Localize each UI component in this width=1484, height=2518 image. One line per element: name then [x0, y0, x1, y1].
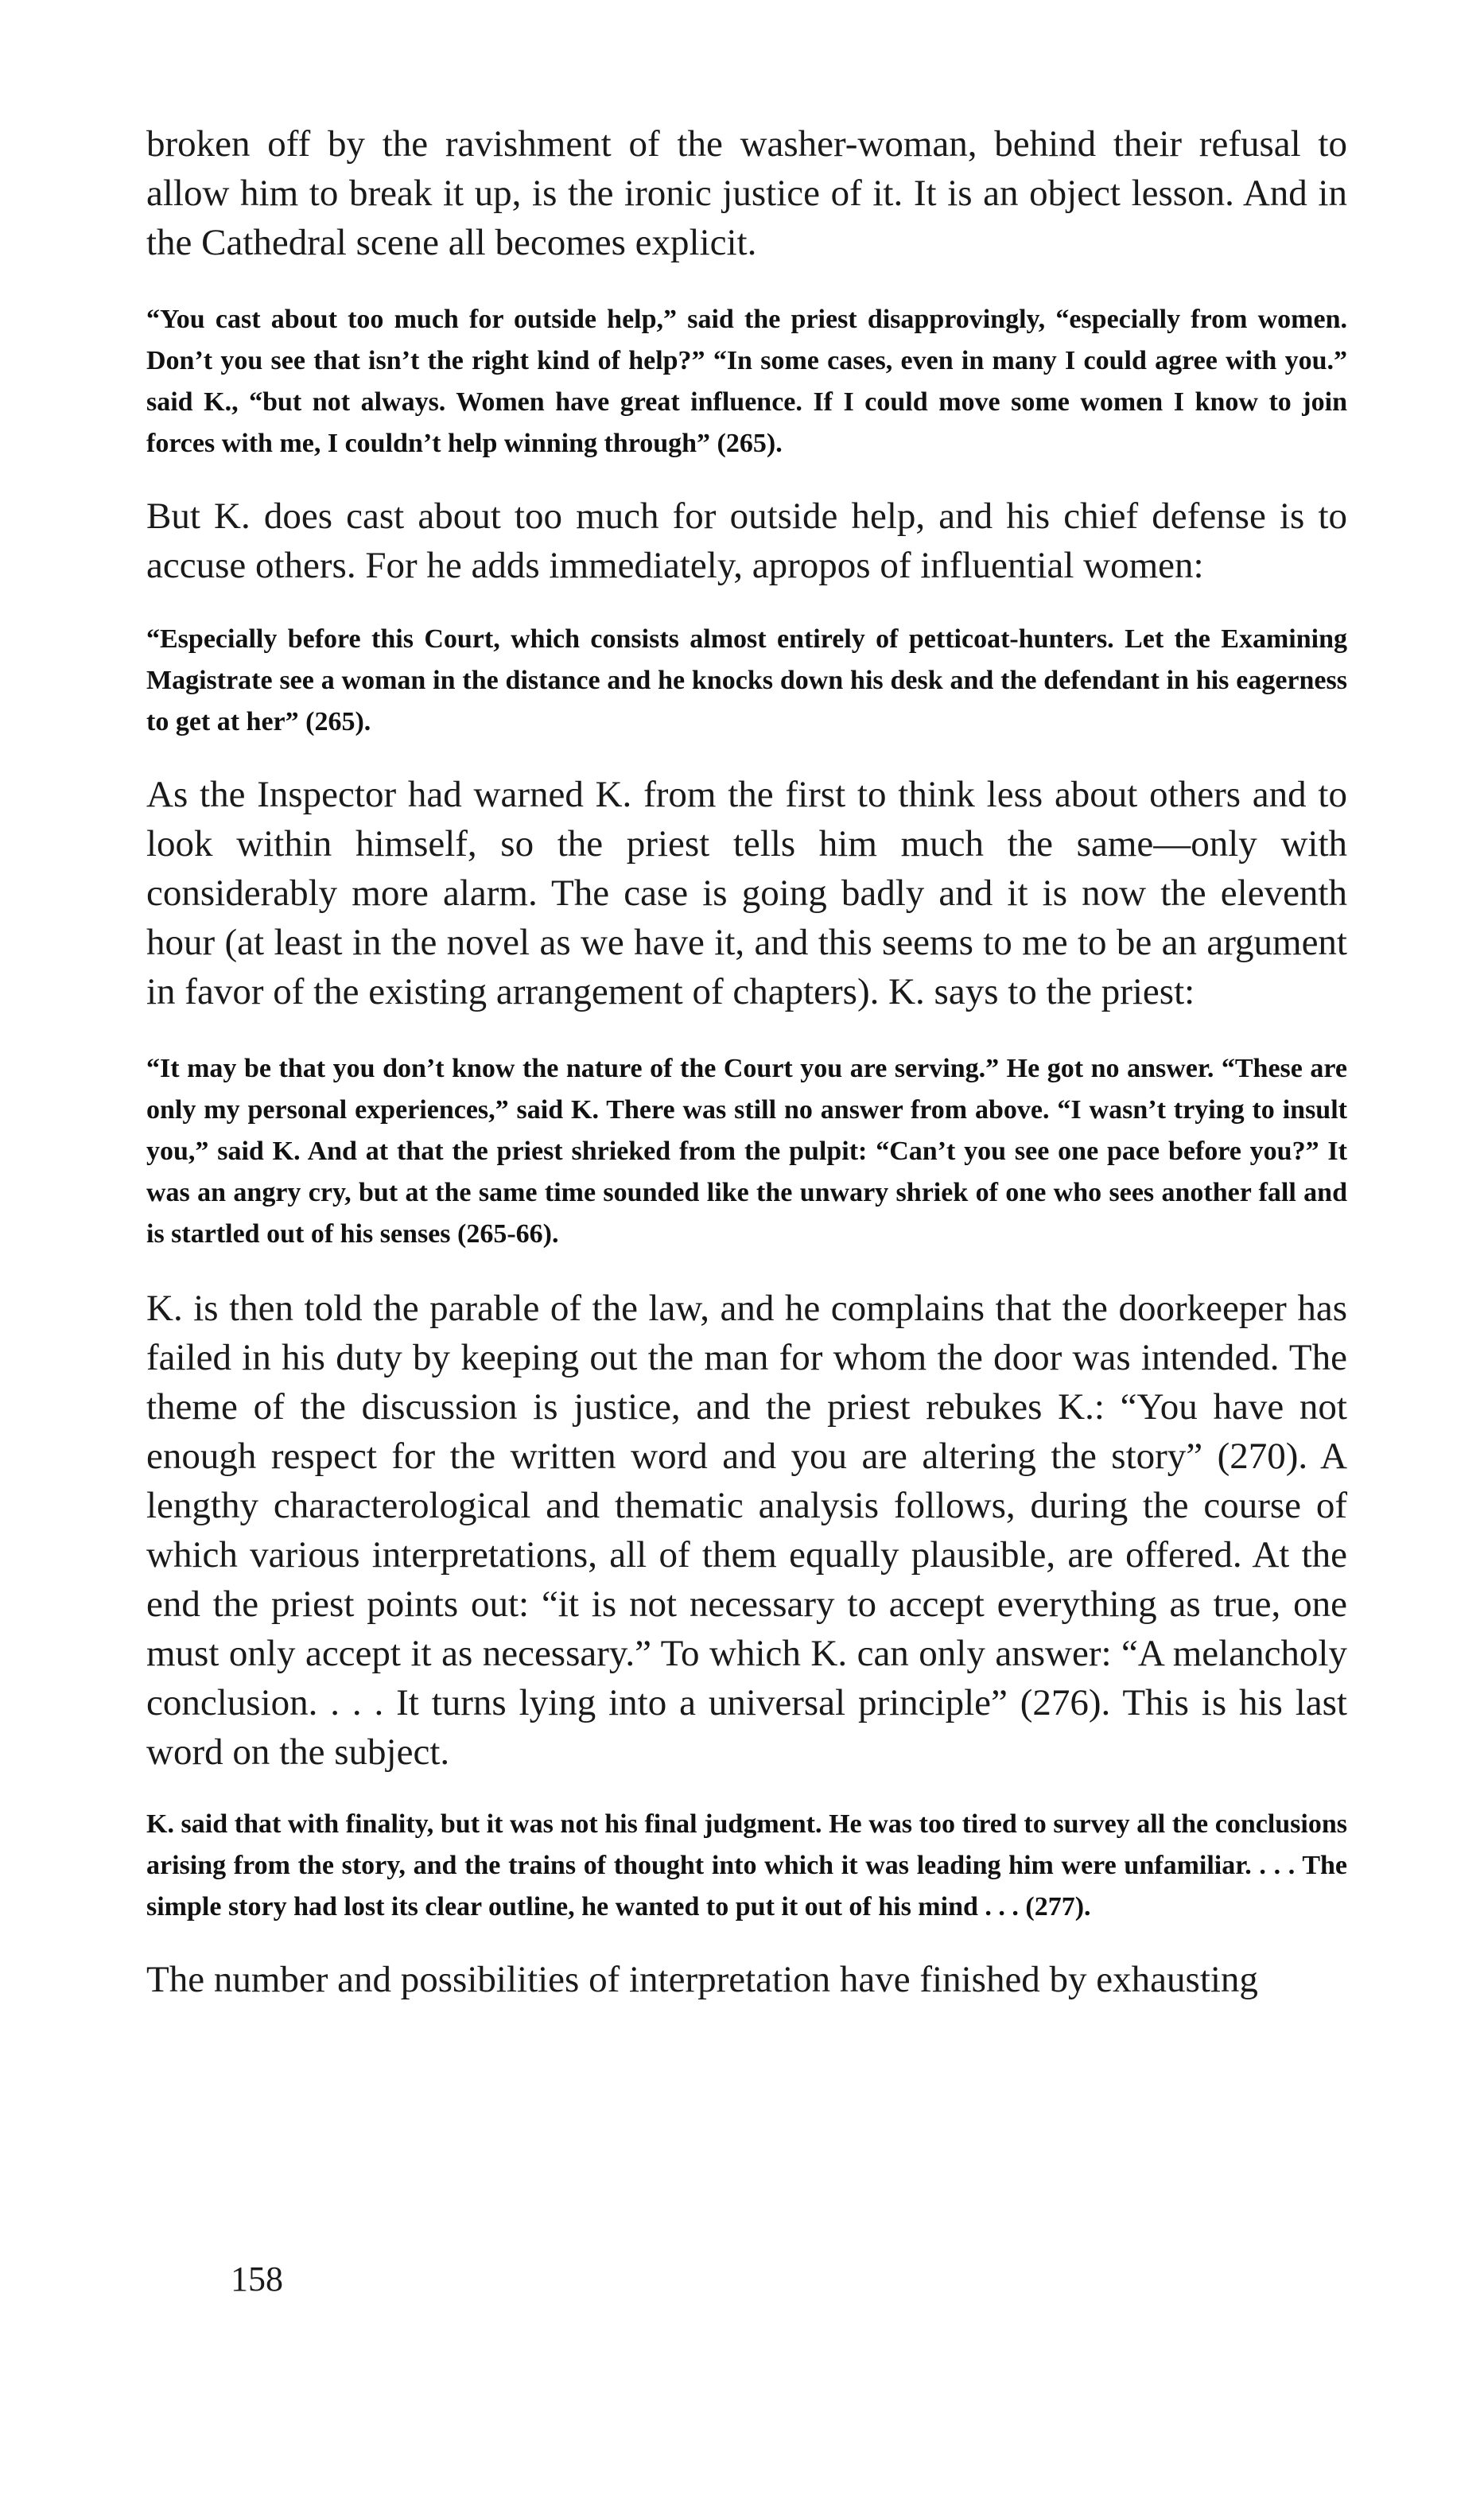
body-paragraph: But K. does cast about too much for outside help, and his chief defense is to accuse others. For he adds immediately, apropos of influential women: — [146, 495, 1347, 586]
block-quote: “You cast about too much for outside help,” said the priest disapprovingly, “especially from women. Don’t you see that isn’t the right kind of help?” “In some cases, even in many I could agree with you.” said K., “but not always. Women have great influence. If I could move some women I know to join forces with me, I couldn’t help winning through” (265). — [146, 305, 1347, 458]
body-paragraph: The number and possibilities of interpretation have finished by exhausting — [146, 1959, 1258, 2000]
body-paragraph: As the Inspector had warned K. from the first to think less about others and to look within himself, so the priest tells him much the same—only with considerably more alarm. The case is going badly and it is now the eleventh hour (at least in the novel as we have it, and this seems to me to be an argument in favor of the existing arrangement of chapters). K. says to the priest: — [146, 774, 1347, 1012]
page-number: 158 — [231, 2260, 283, 2298]
block-quote: K. said that with finality, but it was not his final judgment. He was too tired to survey all the conclusions arising from the story, and the trains of thought into which it was leading him were unfamiliar. . . . The simple story had lost its clear outline, he wanted to put it out of his mind . . . (277). — [146, 1809, 1347, 1922]
body-paragraph: broken off by the ravishment of the washer-woman, behind their refusal to allow him to break it up, is the ironic justice of it. It is an object lesson. And in the Cathedral scene all becomes explicit. — [146, 123, 1347, 263]
page-content — [146, 119, 1347, 2004]
body-paragraph: K. is then told the parable of the law, and he complains that the doorkeeper has failed in his duty by keeping out the man for whom the door was intended. The theme of the discussion is justice, and the priest rebukes K.: “You have not enough respect for the written word and you are altering the story” (270). A lengthy characterological and thematic analysis follows, during the course of which various interpretations, all of them equally plausible, are offered. At the end the priest points out: “it is not necessary to accept everything as true, one must only accept it as necessary.” To which K. can only answer: “A melancholy conclusion. . . . It turns lying into a universal principle” (276). This is his last word on the subject. — [146, 1288, 1347, 1773]
block-quote: “Especially before this Court, which consists almost entirely of petticoat-hunters. Let the Examining Magistrate see a woman in the distance and he knocks down his desk and the defendant in his eagerness to get at her” (265). — [146, 624, 1347, 736]
block-quote: “It may be that you don’t know the nature of the Court you are serving.” He got no answer. “These are only my personal experiences,” said K. There was still no answer from above. “I wasn’t trying to insult you,” said K. And at that the priest shrieked from the pulpit: “Can’t you see one pace before you?” It was an angry cry, but at the same time sounded like the unwary shriek of one who sees another fall and is startled out of his senses (265-66). — [146, 1054, 1347, 1249]
